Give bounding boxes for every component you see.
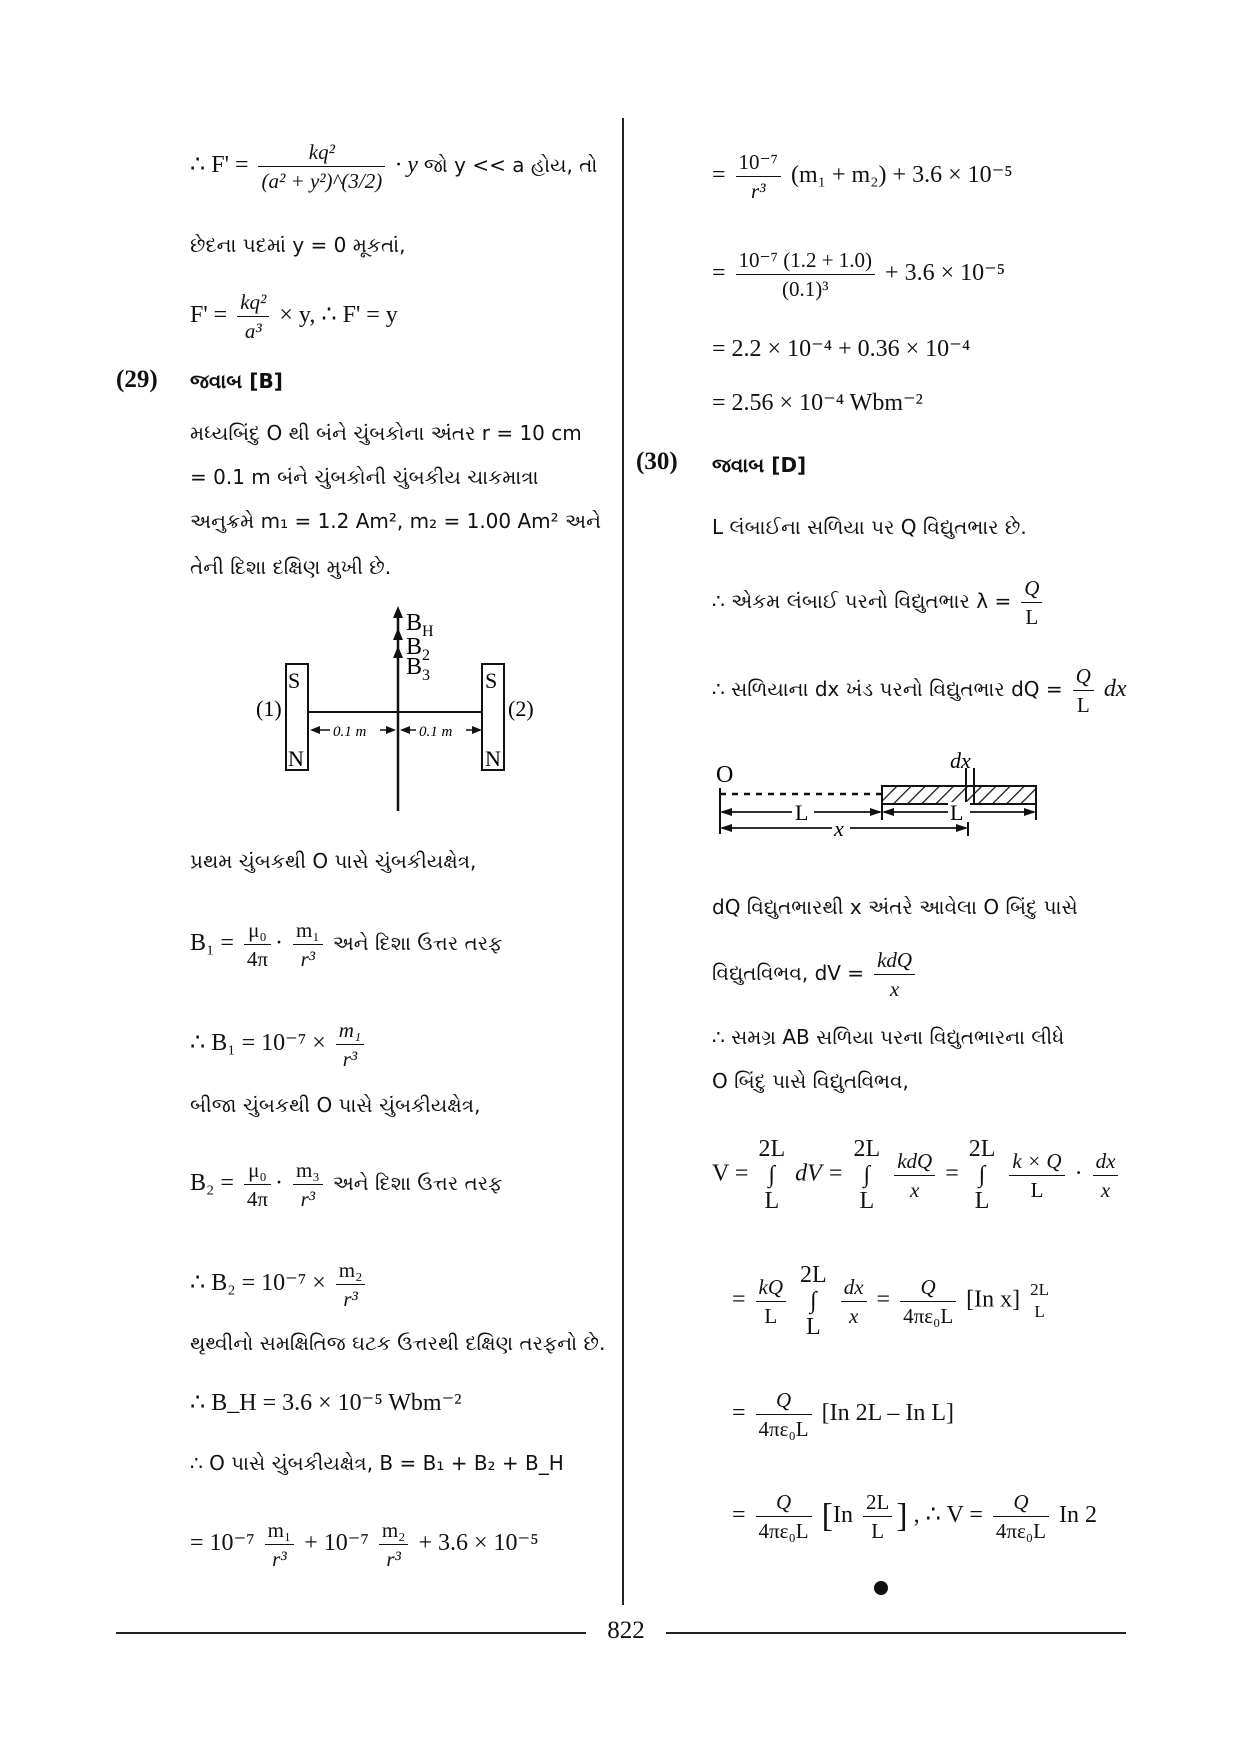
paragraph-line: પ્રથમ ચુંબકથી O પાસે ચુંબકીયક્ષેત્ર,: [190, 849, 477, 873]
paragraph-line: અનુક્રમે m₁ = 1.2 Am², m₂ = 1.00 Am² અને: [190, 509, 602, 533]
arrow-b3: [393, 646, 403, 658]
rod-diagram: [712, 744, 1052, 844]
magnet-2-n: N: [485, 746, 501, 771]
answer-30: જવાબ [D]: [712, 453, 807, 477]
paragraph-line: બીજા ચુંબકથી O પાસે ચુંબકીયક્ષેત્ર,: [190, 1093, 481, 1117]
question-number-29: (29): [116, 366, 158, 393]
b2-simplified: ∴ B₂ = 10⁻⁷ × $\frac{\text{m₂}}{\text{r³}}$: [190, 1258, 369, 1311]
question-number-30: (30): [636, 448, 678, 475]
b1-equation: B₁ = $\frac{\text{μ₀}}{4\pi}$ · $\frac{\text{m₁}}{\text{r³}}$ અને દિશા ઉત્તર તરફ: [190, 918, 503, 971]
paragraph-line: થૃથ્વીનો સમક્ષિતિજ ઘટક ઉત્તરથી દક્ષિણ તરફનો છે.: [190, 1331, 606, 1355]
magnet-1-s: S: [288, 668, 301, 693]
paragraph-line: તેની દિશા દક્ષિણ મુખી છે.: [190, 555, 392, 579]
distance-label-2: 0.1 m: [419, 724, 453, 740]
r1-expression: = $\frac{\text{10⁻⁷}}{\text{r³}}$ (m₁ + m₂) + 3.6 × 10⁻⁵: [712, 150, 1013, 203]
arrow-b2: [393, 628, 403, 640]
r4-result: = 2.56 × 10⁻⁴ Wbm⁻²: [712, 390, 923, 416]
paragraph-line: ∴ સમગ્ર AB સળિયા પરના વિદ્યુતભારના લીધે: [712, 1025, 1065, 1049]
b1-simplified: ∴ B₁ = 10⁻⁷ × $\frac{\text{m₁}}{\text{r³}}$: [190, 1018, 368, 1071]
magnet-2-label: (2): [508, 696, 534, 721]
force-fraction: $\frac{\text{kq²}}{\text{(a² + y²)\textasciicircum{}(3/2)}}$: [258, 140, 385, 193]
footer-rule-left: [116, 1632, 586, 1634]
force-equation: ∴ F' = $\frac{\text{kq²}}{\text{(a² + y²)\textasciicircum{}(3/2)}}$ · y જો y << a હોય, તો: [190, 140, 598, 193]
dx-label: dx: [950, 748, 971, 773]
total-field-expression: = 10⁻⁷ $\frac{\text{m₁}}{\text{r³}}$ + 10⁻⁷ $\frac{\text{m₂}}{\text{r³}}$ + 3.6 × 10⁻⁵: [190, 1518, 539, 1571]
magnet-2-s: S: [485, 668, 498, 693]
magnets-diagram: [250, 606, 540, 816]
paragraph-line: O બિંદુ પાસે વિદ્યુતવિભવ,: [712, 1069, 909, 1093]
total-field-line: ∴ O પાસે ચુંબકીયક્ષેત્ર, B = B₁ + B₂ + B_H: [190, 1451, 564, 1475]
dq-equation: ∴ સળિયાના dx ખંડ પરનો વિદ્યુતભાર dQ = $\frac{Q}{L}$ dx: [712, 664, 1127, 717]
r2-expression: = $\frac{\text{10⁻⁷ (1.2 + 1.0)}}{\text{(0.1)³}}$ + 3.6 × 10⁻⁵: [712, 248, 1006, 301]
footer-rule-right: [666, 1632, 1126, 1634]
page-number: 822: [607, 1617, 645, 1644]
paragraph-line: L લંબાઈના સળિયા પર Q વિદ્યુતભાર છે.: [712, 515, 1027, 539]
force-simplified: F' = $\frac{\text{kq²}}{\text{a³}}$ × y, ∴ F' = y: [190, 290, 398, 343]
label-b3: $B_3$: [406, 654, 431, 684]
bh-value: ∴ B_H = 3.6 × 10⁻⁵ Wbm⁻²: [190, 1390, 462, 1416]
v-integral-equation: V = 2L ∫ L dV = 2L ∫ L $\frac{\text{kdQ}}{x}$ = 2L ∫ L $\frac{k \times Q}{L}$ · $\frac{dx}{x}$: [712, 1136, 1122, 1214]
length-label-1: L: [795, 800, 809, 825]
paragraph-line: dQ વિદ્યુતભારથી x અંતરે આવેલા O બિંદુ પાસે: [712, 895, 1078, 919]
label-b2: $B_2$: [406, 634, 431, 664]
distance-label-1: 0.1 m: [333, 724, 367, 740]
final-potential: = $\frac{Q}{\text{4πε₀L}}$ [In $\frac{2L}{L}$ ] , ∴ V = $\frac{Q}{\text{4πε₀L}}$ In 2: [732, 1490, 1097, 1543]
dv-equation: વિદ્યુતવિભવ, dV = $\frac{\text{kdQ}}{x}$: [712, 948, 919, 1001]
integral-evaluation: = $\frac{kQ}{L}$ 2L ∫ L $\frac{dx}{x}$ = $\frac{Q}{\text{4πε₀L}}$ [In x] 2L L: [732, 1262, 1050, 1340]
text-substitute: છેદના પદમાં y = 0 મૂકતાં,: [190, 233, 406, 257]
x-label: x: [834, 816, 844, 841]
lambda-equation: ∴ એકમ લંબાઈ પરનો વિદ્યુતભાર λ = $\frac{Q}{L}$: [712, 576, 1046, 629]
answer-29: જવાબ [B]: [190, 369, 283, 393]
r3-expression: = 2.2 × 10⁻⁴ + 0.36 × 10⁻⁴: [712, 336, 971, 362]
paragraph-line: = 0.1 m બંને ચુંબકોની ચુંબકીય ચાકમાત્રા: [190, 465, 539, 489]
log-difference: = $\frac{Q}{\text{4πε₀L}}$ [In 2L – In L]: [732, 1388, 955, 1441]
end-bullet: [874, 1581, 888, 1595]
magnet-1-label: (1): [256, 696, 282, 721]
column-divider: [622, 118, 624, 1605]
paragraph-line: મધ્યબિંદુ O થી બંને ચુંબકોના અંતર r = 10 cm: [190, 421, 582, 445]
length-label-2: L: [950, 800, 964, 825]
point-o-label: O: [716, 762, 734, 788]
b2-equation: B₂ = $\frac{\text{μ₀}}{4\pi}$ · $\frac{\text{m₃}}{\text{r³}}$ અને દિશા ઉત્તર તરફ: [190, 1158, 503, 1211]
arrow-bh: [393, 606, 403, 618]
label-bh: $B_H$: [406, 610, 434, 640]
magnet-1-n: N: [288, 746, 304, 771]
